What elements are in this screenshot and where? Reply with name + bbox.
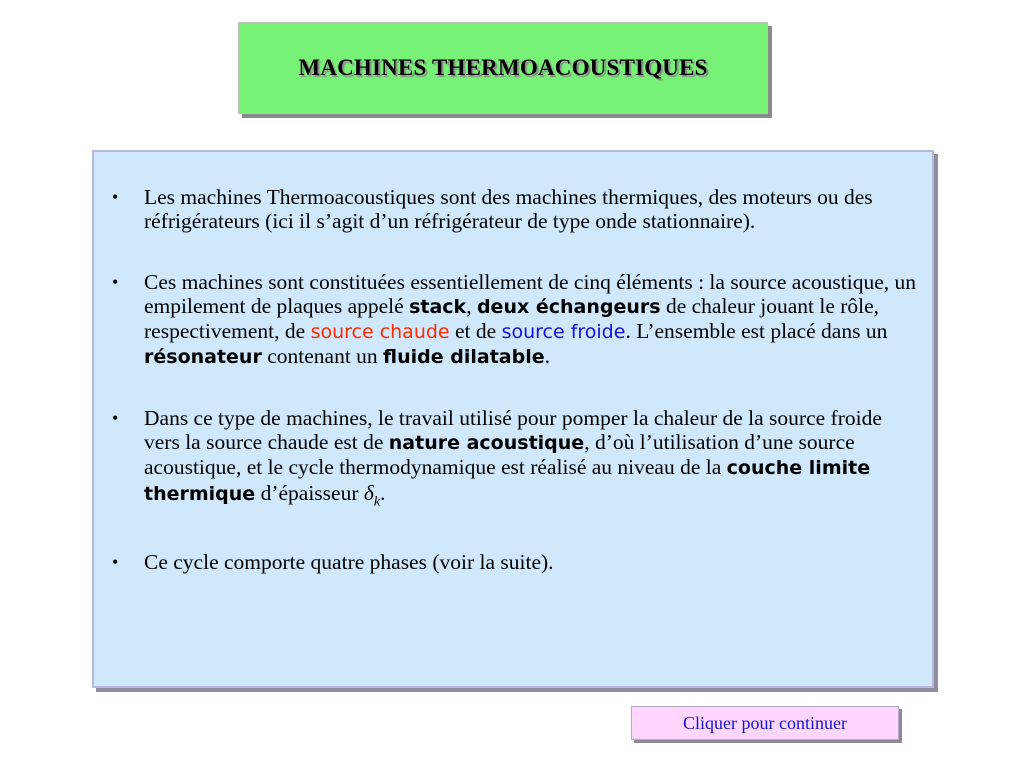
bullet-list [112,185,922,611]
bullet-text: . [380,480,386,505]
bullet-text: Ce cycle comporte quatre phases (voir la suite). [144,550,554,575]
keyword-fluide-dilatable: fluide dilatable [383,346,545,369]
bullet-marker: • [112,552,119,573]
bullet-text: et de [449,319,502,344]
bullet-text: Dans ce type de machines, le travail utilisé pour pomper la chaleur de la source froide vers la source chaude est de [144,405,882,455]
keyword-source-chaude: source chaude [310,321,450,344]
bullet-item-3 [112,406,922,514]
bullet-marker: • [112,271,119,292]
bullet-text: , [466,293,477,318]
bullet-text: . L’ensemble est placé dans un [625,319,888,344]
keyword-stack: stack [409,295,467,318]
bullet-item-1 [112,185,922,234]
continue-button[interactable]: Cliquer pour continuer [631,706,899,740]
bullet-text: Les machines Thermoacoustiques sont des machines thermiques, des moteurs ou des réfrigérateurs (ici il s’agit d’un réfrigérateur de type onde stationnaire). [144,185,873,234]
keyword-nature-acoustique: nature acoustique [388,432,585,455]
bullet-marker: • [112,187,119,207]
bullet-text: d’épaisseur [255,480,364,505]
content-panel [92,150,934,688]
delta-letter: δ [363,480,374,505]
bullet-item-4 [112,550,922,574]
bullet-text: contenant un [261,344,384,369]
delta-symbol [363,480,381,509]
keyword-resonateur: résonateur [144,346,262,369]
keyword-source-froide: source froide [501,321,626,344]
keyword-deux-echangeurs: deux échangeurs [476,295,661,318]
bullet-text: , d’où l’utilisation d’une source acoustique, et le cycle thermodynamique est réalisé au niveau de la [144,430,855,480]
bullet-text: . [544,344,550,369]
delta-subscript: k [373,493,381,509]
bullet-text: Ces machines sont constituées essentiellement de cinq éléments : la source acoustique, un empilement de plaques appelé [144,269,916,318]
title-box [238,22,768,114]
bullet-text: de chaleur jouant le rôle, respectivement, de [144,293,880,344]
bullet-marker: • [112,407,119,428]
slide-title: MACHINES THERMOACOUSTIQUES [298,55,708,80]
keyword-couche-limite-thermique: couche limite thermique [144,457,871,505]
bullet-item-2 [112,270,922,370]
